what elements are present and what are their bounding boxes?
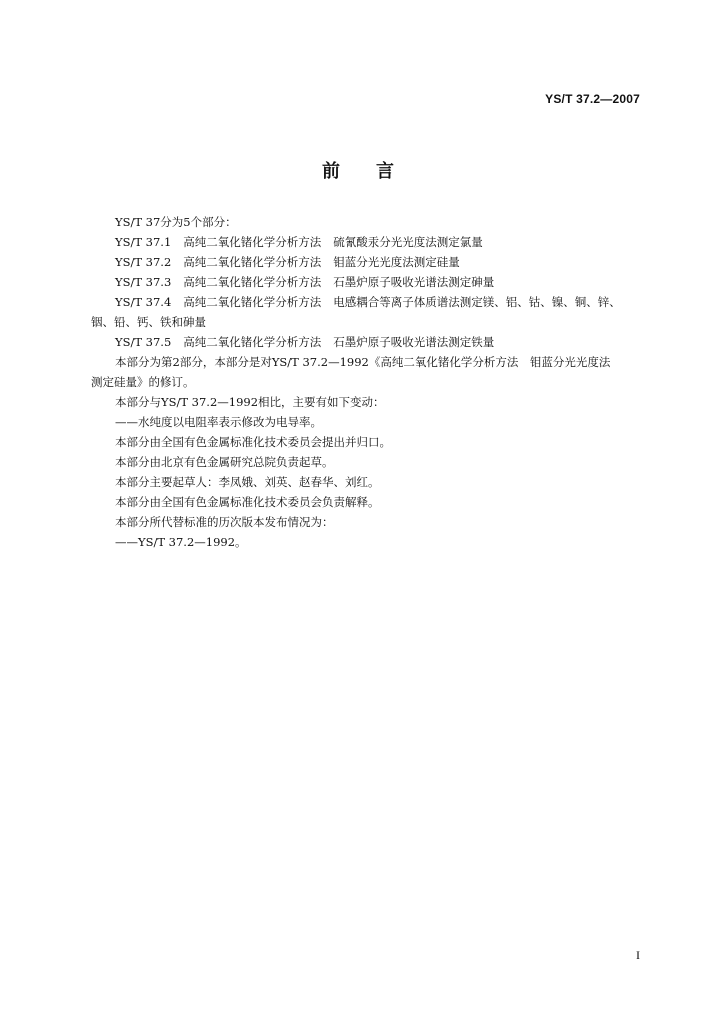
part-name: 硫氰酸汞分光光度法测定氯量 bbox=[333, 235, 483, 249]
part-code: YS/T 37.4 bbox=[115, 295, 172, 309]
part-method: 高纯二氧化锗化学分析方法 bbox=[183, 295, 322, 309]
part-code: YS/T 37.3 bbox=[115, 275, 172, 289]
history-item: ——YS/T 37.2—1992。 bbox=[115, 535, 247, 549]
part-name: 电感耦合等离子体质谱法测定镁、铝、钴、镍、铜、锌、 bbox=[333, 295, 621, 309]
part-line-2 bbox=[91, 252, 653, 272]
part-name: 石墨炉原子吸收光谱法测定砷量 bbox=[333, 275, 495, 289]
part-method: 高纯二氧化锗化学分析方法 bbox=[183, 255, 322, 269]
page-title: 前言 bbox=[322, 161, 430, 182]
interpreted-by: 本部分由全国有色金属标准化技术委员会负责解释。 bbox=[115, 495, 380, 509]
part-name: 石墨炉原子吸收光谱法测定铁量 bbox=[333, 335, 495, 349]
part-method: 高纯二氧化锗化学分析方法 bbox=[183, 335, 322, 349]
part-method: 高纯二氧化锗化学分析方法 bbox=[183, 235, 322, 249]
part-name: 钼蓝分光光度法测定硅量 bbox=[333, 255, 460, 269]
part-method: 高纯二氧化锗化学分析方法 bbox=[183, 275, 322, 289]
drafters: 本部分主要起草人：李凤娥、刘英、赵春华、刘红。 bbox=[115, 475, 380, 489]
history-intro: 本部分所代替标准的历次版本发布情况为： bbox=[115, 515, 334, 529]
part-line-5 bbox=[91, 332, 653, 352]
document-code: YS/T 37.2—2007 bbox=[545, 92, 640, 106]
part-line-3 bbox=[91, 272, 653, 292]
part-code: YS/T 37.2 bbox=[115, 255, 172, 269]
page-number: I bbox=[636, 948, 640, 962]
foreword-body bbox=[91, 212, 653, 552]
part-line-1 bbox=[91, 232, 653, 252]
changes-intro: 本部分与YS/T 37.2—1992相比，主要有如下变动： bbox=[115, 395, 385, 409]
drafted-by: 本部分由北京有色金属研究总院负责起草。 bbox=[115, 455, 334, 469]
part-line-4-continued: 铟、铅、钙、铁和砷量 bbox=[91, 315, 206, 329]
parts-intro: YS/T 37分为5个部分： bbox=[115, 215, 237, 229]
change-item: ——水纯度以电阻率表示修改为电导率。 bbox=[115, 415, 322, 429]
part-line-4 bbox=[91, 292, 653, 312]
part-code: YS/T 37.1 bbox=[115, 235, 172, 249]
revision-line-2: 测定硅量》的修订。 bbox=[91, 375, 195, 389]
proposed-by: 本部分由全国有色金属标准化技术委员会提出并归口。 bbox=[115, 435, 391, 449]
revision-line-1: 本部分为第2部分，本部分是对YS/T 37.2—1992《高纯二氧化锗化学分析方法 钼蓝分光光度法 bbox=[115, 355, 611, 369]
part-code: YS/T 37.5 bbox=[115, 335, 172, 349]
